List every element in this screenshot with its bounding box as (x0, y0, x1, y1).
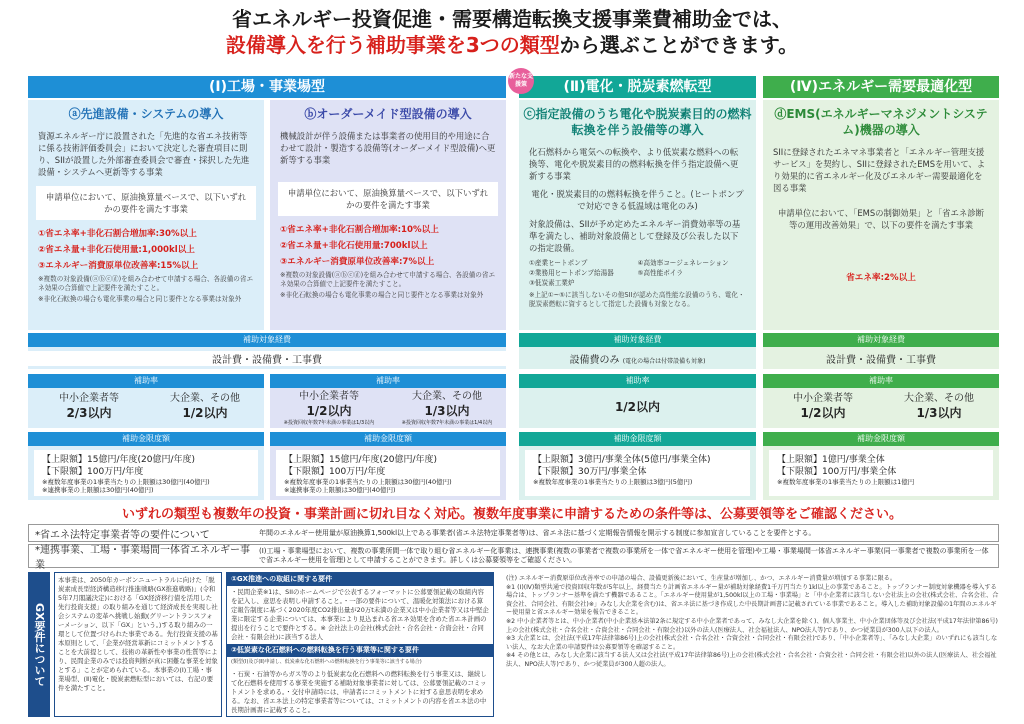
panel-c-equipment-list (519, 256, 756, 290)
panel-d-title: ⓓEMS(エネルギーマネジメントシステム)機器の導入 (774, 107, 988, 137)
rate-d-large (884, 392, 994, 422)
gx-intro-text: 本事業は、2050年カーボンニュートラルに向けた「脱炭素成長型経済構造移行推進戦略(GX推進戦略)」(令和5年7月閣議決定)における「GX経済移行債を活用した先行投資支援」の取り組みを通じて経済成長を実現し社会システムの変革へ挑戦し始動(グリーントランスフォーメーション、以下「GX」という。)する取り組みの一環として位置づけられた事業である。先行投資支援の基本原則として、「企業が経営革新にコミットメントすることを大前提として、技術の革新性や事業の性質等により、民間企業のみでは投資判断が真に困難な事業を対象とする」ことが定められている。本事業の(Ⅰ)工場・事業場型、(Ⅱ)電化・脱炭素燃転型においては、右記の要件を満たすこと。 (54, 572, 222, 717)
rate-b-large-text: 大企業 (412, 391, 442, 402)
rate-a-other-text: その他 (210, 393, 240, 404)
header-electrification-type: (Ⅱ)電化・脱炭素燃転型 (519, 76, 756, 98)
gx-heading-2: ②低炭素な化石燃料への燃料転換を行う事業等に関する要件 (227, 644, 493, 657)
requirement-row-1-key: *省エネ法特定事業者等の要件について (35, 529, 210, 541)
rate-a-sme-value: 2/3以内 (66, 406, 112, 420)
limit-label-c: 補助金限度額 (519, 432, 756, 446)
rate-b-other-text: その他 (452, 391, 482, 402)
rate-b-large-label: 大企業、その他 (412, 391, 482, 402)
limit-c (525, 450, 750, 496)
limit-label-a: 補助金限度額 (28, 432, 264, 446)
rate-d-large-label: 大企業、その他 (904, 393, 974, 404)
gx-requirements-box (226, 572, 494, 717)
expenses-mid-text: 設備費のみ (569, 355, 620, 366)
limit-d-lower: 【下限額】100万円/事業全体 (777, 467, 897, 477)
expenses-label-mid: 補助対象経費 (519, 333, 756, 347)
footnotes (506, 575, 999, 720)
header-demand-optimization-type: (Ⅳ)エネルギー需要最適化型 (763, 76, 999, 98)
rate-d-other-text: その他 (944, 393, 974, 404)
limit-b-upper: 【上限額】15億円/年度(20億円/年度) (284, 455, 437, 465)
rate-b-large (392, 390, 502, 427)
requirement-row-2-key: *連携事業、工場・事業場間一体省エネルギー事業 (35, 545, 250, 571)
panel-a-req-3: ③エネルギー消費原単位改善率:15%以上 (38, 261, 199, 271)
rate-d-large-text: 大企業 (904, 393, 934, 404)
limit-b-lower: 【下限額】100万円/年度 (284, 467, 386, 477)
title-rest: から選ぶことができます。 (559, 33, 799, 57)
title-line-1: 省エネルギー投資促進・需要構造転換支援事業費補助金では、 (232, 7, 792, 31)
panel-a-req-1: ①省エネ率+非化石割合増加率:30%以上 (38, 229, 197, 239)
rate-label-c: 補助率 (519, 374, 756, 388)
limit-d-note-1: ※複数年度事業の1事業当たりの上限額は1億円 (777, 478, 915, 486)
rate-a-sme-label: 中小企業者等 (59, 393, 119, 404)
list-item: ④高効率コージェネレーション (637, 259, 729, 267)
panel-a-req-2: ②省エネ量+非化石使用量:1,000kl以上 (38, 245, 195, 255)
rate-a-large-label: 大企業、その他 (170, 393, 240, 404)
panel-d-body: SIIに登録されたエネマネ事業者と「エネルギー管理支援サービス」を契約し、SIIに登録されたEMSを用いて、より効果的に省エネルギー化及びエネルギー需要最適化を図る事業 (773, 147, 986, 193)
panel-b-body: 機械設計が伴う設備または事業者の使用目的や用途に合わせて設計・製造する設備等(オーダーメイド型設備)へ更新等する事業 (280, 131, 496, 165)
rate-a-sme (34, 392, 144, 422)
panel-c-requirement: 電化・脱炭素目的の燃料転換を伴うこと。(ヒートポンプで対応できる低温域は電化のみ) (531, 189, 744, 211)
list-item: ⑤高性能ボイラ (637, 269, 683, 277)
rate-b-sme (274, 390, 384, 427)
gx-body-2: ・石炭・石油等からガス等のより低炭素な化石燃料への燃料転換を行う事業又は、継続して化石燃料を使用する事業を実施する補助対象事業者に対しては、公募要領記載のコミットメントを求める。・交付申請時には、申請者にコミットメントに対する意思表明を求める。なお、省エネ法上の特定事業者等については、コミットメントの内容を省エネ法の中長期計画書に記載すること。 (231, 670, 487, 714)
rate-d-large-value: 1/3以内 (916, 406, 962, 420)
requirement-row-2 (28, 544, 999, 571)
title-highlight: 設備導入を行う補助事業を3つの類型 (225, 33, 560, 57)
panel-a-note-1: ※複数の対象設備(ⓐⓑⓒⓓ)を組み合わせて申請する場合、各設備の省エネ効果の合算値で上記要件を満たすこと。 (38, 275, 254, 292)
panel-a-title: ⓐ先進設備・システムの導入 (68, 107, 224, 121)
footnote: ※1 (Ⅰ)(Ⅳ)類型共通で投資回収年数が5年以上、経費当たり計画省エネルギー量が補助対象経費1千万円当たり1kl以上の事業であること。トップランナー制度対象機器を導入する場合は、トップランナー基準を満たす機器であること。「エネルギー使用量が1,500kl以上の工場・事業場」と「中小企業者に該当しない会社法上の会社(株式会社、合名会社、合資会社、合同会社、有限会社)※」みなし大企業を含む)は、省エネ法に基づき作成した中長期計画書に記載されている事業であること。導入した補助対象設備の1年間のエネルギー使用量と省エネルギー効果を報告できること。 (506, 583, 999, 617)
list-item: ①産業ヒートポンプ (529, 259, 588, 267)
panel-b-req-3: ③エネルギー消費原単位改善率:7%以上 (280, 257, 435, 267)
rate-label-b: 補助率 (270, 374, 506, 388)
limit-a-note-2: ※連携事業の上限額は30億円(40億円) (42, 486, 154, 494)
panel-a-body: 資源エネルギー庁に設置された「先進的な省エネ技術等に係る技術評価委員会」において決定した審査項目に則り、SIIが設置した外部審査委員会で審査・採択した先進設備・システムへ更新等する事業 (38, 131, 250, 177)
rate-label-d: 補助率 (763, 374, 999, 388)
footnote: ※4 その他とは、みなし大企業に該当する法人又は会社法(平成17年法律第86号)上の会社(株式会社・合名会社・合資会社・合同会社・有限会社)以外の法人(医療法人、社会福祉法人、NPO法人等)であり、かつ従業員が300人超の法人。 (506, 652, 997, 668)
panel-ems (763, 100, 999, 330)
gx-heading-2-sub: (類型(Ⅰ)及び(Ⅱ)申請し、低炭素な化石燃料への燃料転換を行う事業等に該当する場合) (231, 659, 422, 665)
requirement-row-1-value: 年間のエネルギー使用量が原油換算1,500kl以上である事業者(省エネ法特定事業者等)は、省エネ法に基づく定期報告情報を開示する制度に参加宣言していることを要件とする。 (259, 528, 816, 537)
list-item (638, 278, 747, 288)
limit-b-note-2: ※連携事業の上限額は30億円(40億円) (284, 486, 396, 494)
title-line-2 (0, 32, 1024, 58)
new-support-badge: 新たな支援策 (508, 68, 534, 94)
limit-d-upper: 【上限額】1億円/事業全体 (777, 455, 885, 465)
panel-c-note-1: ※上記①~⑤に該当しないその他SIIが認めた高性能な設備のうち、電化・脱炭素燃転に資するとして指定した設備も対象となる。 (529, 291, 745, 308)
rate-label-a: 補助率 (28, 374, 264, 388)
panel-b-note-2: ※非化石転換の場合も電化事業の場合と同じ要件となる事業は対象外 (280, 291, 484, 299)
rate-c (519, 400, 756, 416)
panel-fuel-conversion (519, 100, 756, 330)
notice-banner: いずれの類型も複数年の投資・事業計画に切れ目なく対応。複数年度事業に申請するための条件等は、公募要領等をご確認ください。 (121, 507, 902, 522)
rate-b-note-1: ※投資回収年数7年未満の事業は1/3以内 (283, 420, 375, 426)
list-item: ③低炭素工業炉 (529, 279, 575, 287)
requirement-row-2-value: (Ⅰ)工場・事業場型において、複数の事業所間一体で取り組む省エネルギー化事業は、連携事業(複数の事業者で複数の事業所を一体で省エネルギー使用を管理)や工場・事業場間一体省エネルギー事業(同一事業者で複数の事業所を一体で省エネルギー使用を管理)として申請することができます。詳しくは公募要領等をご確認ください。 (259, 547, 989, 564)
expenses-right: 設計費・設備費・工事費 (826, 355, 936, 366)
panel-c-title: ⓒ指定設備のうち電化や脱炭素目的の燃料転換を伴う設備等の導入 (523, 107, 752, 137)
gx-body-1: ・民間企業※1は、SIIのホームページで公表するフォーマットに公募要領記載の取組内容を記入し、意思を表明し申請すること。・一部の要件について、温暖化対策法における算定報告制度に基づく2020年度CO2排出量が20万t未満の企業又は中小企業者等又は中堅企業に限定する企業については、本事業により見込まれる省エネ効果を含めた省エネ計画の提出を行うことで要件とする。※ 会社法上の会社(株式会社・合名会社・合資会社・合同会社・有限会社)に該当する法人 (231, 588, 489, 641)
rate-c-value: 1/2以内 (614, 400, 661, 414)
panel-b-note-1: ※複数の対象設備(ⓐⓑⓒⓓ)を組み合わせて申請する場合、各設備の省エネ効果の合算値で上記要件を満たすこと。 (280, 271, 496, 288)
limit-c-note-1: ※複数年度事業の1事業当たりの上限額は3億円(5億円) (533, 478, 693, 486)
expenses-label-right: 補助対象経費 (763, 333, 999, 347)
rate-d-sme (768, 392, 878, 422)
rate-a-large-value: 1/2以内 (182, 406, 228, 420)
footnote: (注) エネルギー消費原単位改善率での申請の場合、設備更新後において、生産量が増加し、かつ、エネルギー消費量が増加する事業に限る。 (506, 575, 897, 582)
header-factory-type: (Ⅰ)工場・事業場型 (28, 76, 506, 98)
panel-a-requirement: 申請単位において、原油換算量ベースで、以下いずれかの要件を満たす事業 (36, 186, 256, 220)
panel-d-req-1: 省エネ率:2%以上 (846, 273, 916, 283)
expenses-left: 設計費・設備費・工事費 (28, 351, 506, 366)
gx-heading-1: ①GX推進への取組に関する要件 (227, 573, 493, 586)
panel-c-body-2: 対象設備は、SIIが予め定めたエネルギー消費効率等の基準を満たし、補助対象設備として登録及び公表した以下の指定設備。 (529, 219, 741, 253)
limit-b-note-1: ※複数年度事業の1事業当たりの上限額は30億円(40億円) (284, 478, 452, 486)
limit-a-upper: 【上限額】15億円/年度(20億円/年度) (42, 455, 195, 465)
limit-a-note-1: ※複数年度事業の1事業当たりの上限額は30億円(40億円) (42, 478, 210, 486)
limit-b (276, 450, 500, 496)
rate-b-sme-value: 1/2以内 (306, 404, 352, 418)
panel-c-body: 化石燃料から電気への転換や、より低炭素な燃料への転換等、電化や脱炭素目的の燃料転換を伴う指定設備へ更新する事業 (529, 147, 739, 181)
expenses-mid-note: (電化の場合は付帯設備も対象) (622, 358, 706, 365)
panel-b-req-1: ①省エネ率+非化石割合増加率:10%以上 (280, 225, 439, 235)
panel-b-title: ⓑオーダーメイド型設備の導入 (304, 107, 472, 121)
limit-label-d: 補助金限度額 (763, 432, 999, 446)
gx-requirements-label: GX要件について (28, 572, 50, 717)
panel-a-note-2: ※非化石転換の場合も電化事業の場合と同じ要件となる事業は対象外 (38, 295, 242, 303)
limit-c-lower: 【下限額】30万円/事業全体 (533, 467, 647, 477)
limit-label-b: 補助金限度額 (270, 432, 506, 446)
footnote: ※2 中小企業者等とは、中小企業者(中小企業基本法第2条に規定する中小企業者であって、みなし大企業を除く)、個人事業主、中小企業団体等及び会社法(平成17年法律第86号)上の会社(株式会社・合名会社・合資会社・合同会社・有限会社)以外の法人(医療法人、社会福祉法人、NPO法人等)であり、かつ従業員が300人以下の法人。 (506, 617, 998, 634)
rate-b-large-value: 1/3以内 (424, 404, 470, 418)
requirement-row-1 (28, 524, 999, 542)
limit-d (769, 450, 993, 496)
panel-advanced-equipment (28, 100, 264, 330)
rate-d-sme-label: 中小企業者等 (793, 393, 853, 404)
limit-c-upper: 【上限額】3億円/事業全体(5億円/事業全体) (533, 455, 711, 465)
rate-d-sme-value: 1/2以内 (800, 406, 846, 420)
panel-d-requirement: 申請単位において、「EMSの制御効果」と「省エネ診断等の運用改善効果」で、以下の要件を満たす事業 (777, 208, 985, 230)
page-title (0, 6, 1024, 58)
expenses-mid (519, 351, 756, 366)
limit-a-lower: 【下限額】100万円/年度 (42, 467, 144, 477)
panel-b-requirement: 申請単位において、原油換算量ベースで、以下いずれかの要件を満たす事業 (278, 182, 498, 216)
rate-a-large-text: 大企業 (170, 393, 200, 404)
rate-a-large (150, 392, 260, 422)
limit-a (34, 450, 258, 496)
panel-custom-equipment (270, 100, 506, 330)
footnote: ※3 大企業とは、会社法(平成17年法律第86号)上の会社(株式会社・合名会社・合資会社・合同会社・有限会社)であり、「中小企業者等」、「みなし大企業」のいずれにも該当しない法人、なお大企業の申請要件は公募要領等を確認すること。 (506, 635, 998, 651)
rate-b-sme-label: 中小企業者等 (299, 391, 359, 402)
expenses-label-left: 補助対象経費 (28, 333, 506, 347)
panel-b-req-2: ②省エネ量+非化石使用量:700kl以上 (280, 241, 428, 251)
rate-b-note-2: ※投資回収年数7年未満の事業は1/4以内 (401, 420, 493, 426)
list-item: ②業務用ヒートポンプ給湯器 (529, 269, 614, 277)
